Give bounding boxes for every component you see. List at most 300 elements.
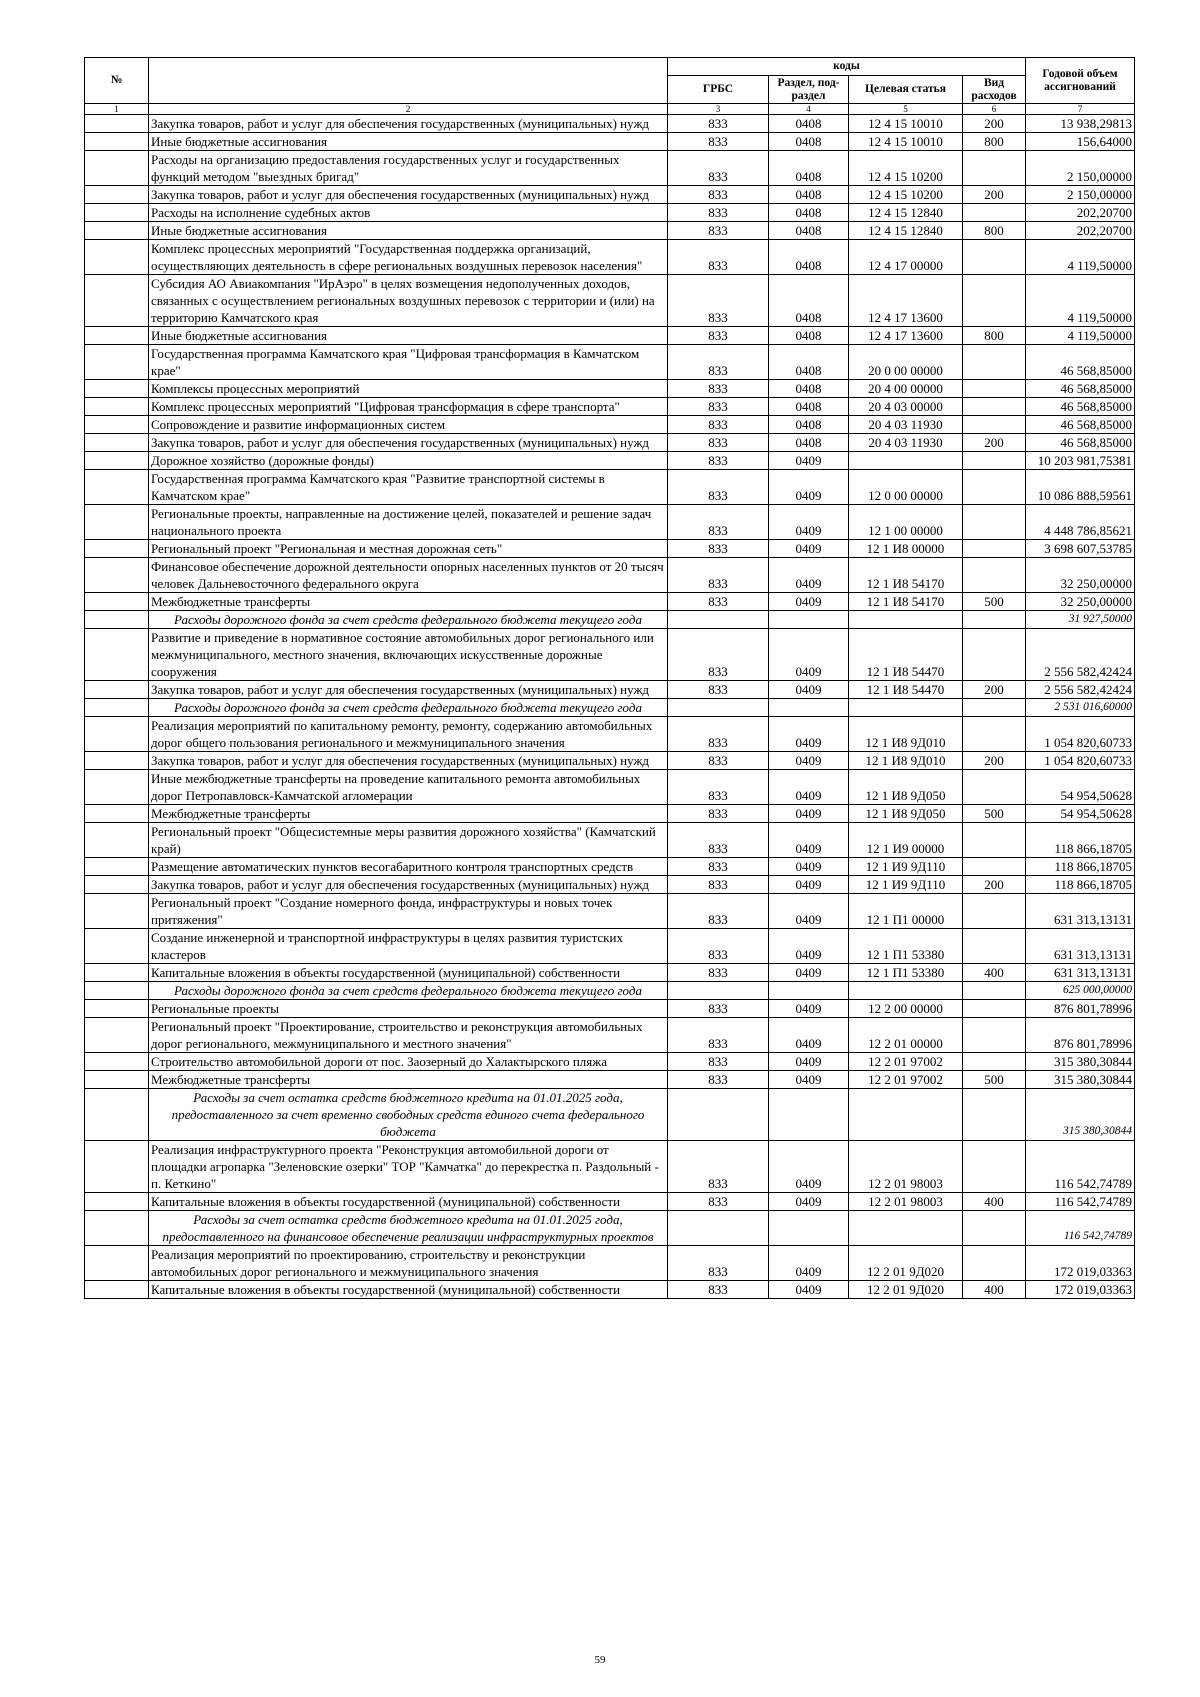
razdel-cell: 0409 bbox=[769, 805, 849, 823]
name-cell: Закупка товаров, работ и услуг для обеспечения государственных (муниципальных) нужд bbox=[149, 434, 668, 452]
table-row bbox=[85, 1281, 1135, 1299]
vid-cell: 200 bbox=[963, 876, 1026, 894]
row-number-cell bbox=[85, 470, 149, 505]
row-number-cell bbox=[85, 770, 149, 805]
table-row bbox=[85, 1018, 1135, 1053]
row-number-cell bbox=[85, 275, 149, 327]
table-row bbox=[85, 593, 1135, 611]
razdel-cell: 0408 bbox=[769, 222, 849, 240]
amount-cell: 315 380,30844 bbox=[1026, 1053, 1135, 1071]
budget-table-body bbox=[85, 115, 1135, 1299]
name-cell: Государственная программа Камчатского края "Развитие транспортной системы в Камчатском крае" bbox=[149, 470, 668, 505]
amount-cell: 2 556 582,42424 bbox=[1026, 681, 1135, 699]
vid-cell: 800 bbox=[963, 133, 1026, 151]
grbs-cell: 833 bbox=[668, 805, 769, 823]
row-number-cell bbox=[85, 858, 149, 876]
row-number-cell bbox=[85, 133, 149, 151]
name-cell: Комплекс процессных мероприятий "Цифровая трансформация в сфере транспорта" bbox=[149, 398, 668, 416]
amount-cell: 631 313,13131 bbox=[1026, 929, 1135, 964]
row-number-cell bbox=[85, 894, 149, 929]
col-number-cell: 7 bbox=[1026, 104, 1135, 115]
razdel-cell: 0409 bbox=[769, 1141, 849, 1193]
table-row bbox=[85, 752, 1135, 770]
article-cell: 12 1 И8 9Д010 bbox=[849, 752, 963, 770]
row-number-cell bbox=[85, 1281, 149, 1299]
razdel-cell: 0408 bbox=[769, 275, 849, 327]
name-cell: Закупка товаров, работ и услуг для обеспечения государственных (муниципальных) нужд bbox=[149, 681, 668, 699]
article-cell: 12 1 И8 9Д050 bbox=[849, 770, 963, 805]
grbs-cell: 833 bbox=[668, 717, 769, 752]
name-cell: Закупка товаров, работ и услуг для обеспечения государственных (муниципальных) нужд bbox=[149, 186, 668, 204]
amount-cell: 46 568,85000 bbox=[1026, 416, 1135, 434]
article-cell: 12 1 И8 54470 bbox=[849, 629, 963, 681]
name-cell: Государственная программа Камчатского края "Цифровая трансформация в Камчатском крае" bbox=[149, 345, 668, 380]
name-cell: Межбюджетные трансферты bbox=[149, 805, 668, 823]
razdel-cell: 0409 bbox=[769, 681, 849, 699]
article-cell: 12 2 01 98003 bbox=[849, 1193, 963, 1211]
amount-cell: 631 313,13131 bbox=[1026, 894, 1135, 929]
razdel-cell: 0409 bbox=[769, 1000, 849, 1018]
table-row bbox=[85, 222, 1135, 240]
razdel-cell: 0408 bbox=[769, 416, 849, 434]
razdel-cell: 0409 bbox=[769, 752, 849, 770]
article-cell: 12 1 И8 9Д050 bbox=[849, 805, 963, 823]
table-row bbox=[85, 876, 1135, 894]
razdel-cell: 0409 bbox=[769, 1053, 849, 1071]
grbs-cell: 833 bbox=[668, 770, 769, 805]
grbs-cell bbox=[668, 1211, 769, 1246]
row-number-cell bbox=[85, 345, 149, 380]
table-row bbox=[85, 133, 1135, 151]
name-cell: Иные межбюджетные трансферты на проведение капитального ремонта автомобильных дорог Петропавловск-Камчатской агломерации bbox=[149, 770, 668, 805]
table-row bbox=[85, 894, 1135, 929]
budget-table bbox=[84, 57, 1135, 1299]
grbs-cell: 833 bbox=[668, 1053, 769, 1071]
article-cell: 12 1 П1 53380 bbox=[849, 964, 963, 982]
row-number-cell bbox=[85, 240, 149, 275]
razdel-cell: 0409 bbox=[769, 1071, 849, 1089]
grbs-cell: 833 bbox=[668, 470, 769, 505]
vid-cell bbox=[963, 894, 1026, 929]
note-row bbox=[85, 611, 1135, 629]
name-cell: Финансовое обеспечение дорожной деятельности опорных населенных пунктов от 20 тысяч человек Дальневосточного федерального округа bbox=[149, 558, 668, 593]
grbs-cell: 833 bbox=[668, 964, 769, 982]
name-cell: Иные бюджетные ассигнования bbox=[149, 327, 668, 345]
row-number-cell bbox=[85, 398, 149, 416]
vid-cell: 200 bbox=[963, 681, 1026, 699]
razdel-cell: 0409 bbox=[769, 629, 849, 681]
grbs-cell: 833 bbox=[668, 398, 769, 416]
grbs-cell: 833 bbox=[668, 858, 769, 876]
vid-cell bbox=[963, 1000, 1026, 1018]
razdel-cell: 0409 bbox=[769, 1193, 849, 1211]
row-number-cell bbox=[85, 699, 149, 717]
table-row bbox=[85, 275, 1135, 327]
row-number-cell bbox=[85, 717, 149, 752]
table-row bbox=[85, 204, 1135, 222]
amount-cell: 2 531 016,60000 bbox=[1026, 699, 1135, 717]
row-number-cell bbox=[85, 1071, 149, 1089]
table-row bbox=[85, 1193, 1135, 1211]
article-cell: 12 4 15 10200 bbox=[849, 186, 963, 204]
grbs-cell: 833 bbox=[668, 629, 769, 681]
col-header-grbs: ГРБС bbox=[668, 76, 769, 104]
vid-cell bbox=[963, 1089, 1026, 1141]
vid-cell bbox=[963, 823, 1026, 858]
note-cell: Расходы дорожного фонда за счет средств федерального бюджета текущего года bbox=[149, 982, 668, 1000]
amount-cell: 54 954,50628 bbox=[1026, 805, 1135, 823]
amount-cell: 876 801,78996 bbox=[1026, 1000, 1135, 1018]
article-cell bbox=[849, 1211, 963, 1246]
row-number-cell bbox=[85, 151, 149, 186]
row-number-cell bbox=[85, 982, 149, 1000]
table-row bbox=[85, 434, 1135, 452]
razdel-cell: 0409 bbox=[769, 770, 849, 805]
col-number-cell: 1 bbox=[85, 104, 149, 115]
article-cell: 12 4 15 10200 bbox=[849, 151, 963, 186]
table-row bbox=[85, 964, 1135, 982]
amount-cell: 10 086 888,59561 bbox=[1026, 470, 1135, 505]
amount-cell: 46 568,85000 bbox=[1026, 398, 1135, 416]
article-cell: 12 4 17 00000 bbox=[849, 240, 963, 275]
amount-cell: 4 448 786,85621 bbox=[1026, 505, 1135, 540]
name-cell: Региональный проект "Региональная и местная дорожная сеть" bbox=[149, 540, 668, 558]
grbs-cell: 833 bbox=[668, 1246, 769, 1281]
razdel-cell: 0409 bbox=[769, 1018, 849, 1053]
article-cell: 12 4 15 10010 bbox=[849, 133, 963, 151]
razdel-cell: 0408 bbox=[769, 380, 849, 398]
col-header-number: № bbox=[85, 58, 149, 104]
name-cell: Иные бюджетные ассигнования bbox=[149, 222, 668, 240]
row-number-cell bbox=[85, 681, 149, 699]
name-cell: Закупка товаров, работ и услуг для обеспечения государственных (муниципальных) нужд bbox=[149, 876, 668, 894]
amount-cell: 46 568,85000 bbox=[1026, 380, 1135, 398]
vid-cell: 500 bbox=[963, 805, 1026, 823]
vid-cell: 500 bbox=[963, 1071, 1026, 1089]
grbs-cell bbox=[668, 1089, 769, 1141]
grbs-cell: 833 bbox=[668, 1193, 769, 1211]
row-number-cell bbox=[85, 823, 149, 858]
razdel-cell: 0408 bbox=[769, 151, 849, 186]
table-row bbox=[85, 629, 1135, 681]
grbs-cell: 833 bbox=[668, 876, 769, 894]
grbs-cell: 833 bbox=[668, 204, 769, 222]
grbs-cell: 833 bbox=[668, 1000, 769, 1018]
row-number-cell bbox=[85, 752, 149, 770]
table-row bbox=[85, 929, 1135, 964]
razdel-cell: 0409 bbox=[769, 929, 849, 964]
note-cell: Расходы дорожного фонда за счет средств федерального бюджета текущего года bbox=[149, 611, 668, 629]
row-number-cell bbox=[85, 1211, 149, 1246]
article-cell: 20 0 00 00000 bbox=[849, 345, 963, 380]
grbs-cell: 833 bbox=[668, 558, 769, 593]
grbs-cell: 833 bbox=[668, 275, 769, 327]
grbs-cell: 833 bbox=[668, 452, 769, 470]
col-number-cell: 6 bbox=[963, 104, 1026, 115]
grbs-cell bbox=[668, 611, 769, 629]
row-number-cell bbox=[85, 505, 149, 540]
vid-cell bbox=[963, 151, 1026, 186]
article-cell: 12 4 17 13600 bbox=[849, 275, 963, 327]
col-header-razdel: Раздел, под-раздел bbox=[769, 76, 849, 104]
vid-cell bbox=[963, 380, 1026, 398]
amount-cell: 1 054 820,60733 bbox=[1026, 717, 1135, 752]
article-cell: 12 1 И9 9Д110 bbox=[849, 876, 963, 894]
vid-cell bbox=[963, 240, 1026, 275]
name-cell: Реализация мероприятий по проектированию, строительству и реконструкции автомобильных дорог регионального и межмуниципального значения bbox=[149, 1246, 668, 1281]
table-row bbox=[85, 823, 1135, 858]
row-number-cell bbox=[85, 1141, 149, 1193]
name-cell: Реализация инфраструктурного проекта "Реконструкция автомобильной дороги от площадки агропарка "Зеленовские озерки" ТОР "Камчатка" до перекрестка п. Раздольный - п. Кеткино" bbox=[149, 1141, 668, 1193]
razdel-cell bbox=[769, 611, 849, 629]
razdel-cell: 0409 bbox=[769, 894, 849, 929]
razdel-cell: 0409 bbox=[769, 858, 849, 876]
grbs-cell: 833 bbox=[668, 327, 769, 345]
table-row bbox=[85, 540, 1135, 558]
article-cell: 12 4 15 12840 bbox=[849, 204, 963, 222]
name-cell: Комплекс процессных мероприятий "Государственная поддержка организаций, осуществляющих деятельность в сфере региональных воздушных перевозок населения" bbox=[149, 240, 668, 275]
row-number-cell bbox=[85, 434, 149, 452]
grbs-cell: 833 bbox=[668, 593, 769, 611]
table-row bbox=[85, 858, 1135, 876]
article-cell: 12 2 00 00000 bbox=[849, 1000, 963, 1018]
article-cell: 20 4 03 11930 bbox=[849, 416, 963, 434]
row-number-cell bbox=[85, 1089, 149, 1141]
article-cell: 12 1 И8 54170 bbox=[849, 593, 963, 611]
note-row bbox=[85, 1211, 1135, 1246]
amount-cell: 4 119,50000 bbox=[1026, 240, 1135, 275]
grbs-cell: 833 bbox=[668, 240, 769, 275]
amount-cell: 2 150,00000 bbox=[1026, 186, 1135, 204]
vid-cell bbox=[963, 275, 1026, 327]
name-cell: Региональный проект "Создание номерного фонда, инфраструктуры и новых точек притяжения" bbox=[149, 894, 668, 929]
name-cell: Субсидия АО Авиакомпания "ИрАэро" в целях возмещения недополученных доходов, связанных с осуществлением региональных воздушных перевозок с территории и (или) на территорию Камчатского края bbox=[149, 275, 668, 327]
article-cell bbox=[849, 699, 963, 717]
row-number-cell bbox=[85, 1246, 149, 1281]
amount-cell: 156,64000 bbox=[1026, 133, 1135, 151]
name-cell: Капитальные вложения в объекты государственной (муниципальной) собственности bbox=[149, 964, 668, 982]
amount-cell: 202,20700 bbox=[1026, 222, 1135, 240]
row-number-cell bbox=[85, 558, 149, 593]
grbs-cell: 833 bbox=[668, 1018, 769, 1053]
vid-cell: 400 bbox=[963, 1193, 1026, 1211]
row-number-cell bbox=[85, 611, 149, 629]
razdel-cell: 0409 bbox=[769, 470, 849, 505]
row-number-cell bbox=[85, 629, 149, 681]
col-number-cell: 4 bbox=[769, 104, 849, 115]
name-cell: Расходы на исполнение судебных актов bbox=[149, 204, 668, 222]
razdel-cell: 0408 bbox=[769, 434, 849, 452]
razdel-cell: 0409 bbox=[769, 558, 849, 593]
col-header-vid: Вид расходов bbox=[963, 76, 1026, 104]
name-cell: Региональный проект "Проектирование, строительство и реконструкция автомобильных дорог регионального, межмуниципального и местного значения" bbox=[149, 1018, 668, 1053]
article-cell bbox=[849, 1089, 963, 1141]
amount-cell: 116 542,74789 bbox=[1026, 1193, 1135, 1211]
razdel-cell bbox=[769, 1211, 849, 1246]
note-cell: Расходы за счет остатка средств бюджетного кредита на 01.01.2025 года, предоставленного за счет временно свободных средств единого счета федерального бюджета bbox=[149, 1089, 668, 1141]
name-cell: Региональные проекты bbox=[149, 1000, 668, 1018]
article-cell: 12 1 П1 53380 bbox=[849, 929, 963, 964]
article-cell: 12 2 01 97002 bbox=[849, 1071, 963, 1089]
amount-cell: 118 866,18705 bbox=[1026, 858, 1135, 876]
article-cell: 12 0 00 00000 bbox=[849, 470, 963, 505]
article-cell: 12 4 15 12840 bbox=[849, 222, 963, 240]
vid-cell bbox=[963, 558, 1026, 593]
amount-cell: 54 954,50628 bbox=[1026, 770, 1135, 805]
article-cell: 20 4 03 11930 bbox=[849, 434, 963, 452]
razdel-cell: 0408 bbox=[769, 186, 849, 204]
row-number-cell bbox=[85, 805, 149, 823]
row-number-cell bbox=[85, 1193, 149, 1211]
table-row bbox=[85, 398, 1135, 416]
razdel-cell: 0409 bbox=[769, 964, 849, 982]
col-header-name bbox=[149, 58, 668, 104]
table-row bbox=[85, 681, 1135, 699]
article-cell: 12 2 01 9Д020 bbox=[849, 1281, 963, 1299]
row-number-cell bbox=[85, 204, 149, 222]
name-cell: Региональные проекты, направленные на достижение целей, показателей и решение задач национального проекта bbox=[149, 505, 668, 540]
note-cell: Расходы за счет остатка средств бюджетного кредита на 01.01.2025 года, предоставленного на финансовое обеспечение реализации инфраструктурных проектов bbox=[149, 1211, 668, 1246]
name-cell: Капитальные вложения в объекты государственной (муниципальной) собственности bbox=[149, 1193, 668, 1211]
amount-cell: 31 927,50000 bbox=[1026, 611, 1135, 629]
vid-cell bbox=[963, 717, 1026, 752]
name-cell: Создание инженерной и транспортной инфраструктуры в целях развития туристских кластеров bbox=[149, 929, 668, 964]
name-cell: Межбюджетные трансферты bbox=[149, 1071, 668, 1089]
article-cell: 20 4 03 00000 bbox=[849, 398, 963, 416]
razdel-cell: 0409 bbox=[769, 593, 849, 611]
vid-cell: 200 bbox=[963, 752, 1026, 770]
article-cell: 12 1 И8 54470 bbox=[849, 681, 963, 699]
grbs-cell bbox=[668, 982, 769, 1000]
note-cell: Расходы дорожного фонда за счет средств федерального бюджета текущего года bbox=[149, 699, 668, 717]
vid-cell: 800 bbox=[963, 222, 1026, 240]
article-cell: 12 1 И8 9Д010 bbox=[849, 717, 963, 752]
article-cell: 12 2 01 98003 bbox=[849, 1141, 963, 1193]
row-number-cell bbox=[85, 416, 149, 434]
vid-cell: 200 bbox=[963, 434, 1026, 452]
table-row bbox=[85, 240, 1135, 275]
table-row bbox=[85, 558, 1135, 593]
grbs-cell: 833 bbox=[668, 115, 769, 133]
vid-cell: 800 bbox=[963, 327, 1026, 345]
row-number-cell bbox=[85, 593, 149, 611]
amount-cell: 202,20700 bbox=[1026, 204, 1135, 222]
article-cell bbox=[849, 982, 963, 1000]
grbs-cell: 833 bbox=[668, 434, 769, 452]
page-number: 59 bbox=[594, 1654, 606, 1666]
vid-cell bbox=[963, 398, 1026, 416]
amount-cell: 1 054 820,60733 bbox=[1026, 752, 1135, 770]
name-cell: Межбюджетные трансферты bbox=[149, 593, 668, 611]
amount-cell: 172 019,03363 bbox=[1026, 1281, 1135, 1299]
table-row bbox=[85, 1053, 1135, 1071]
table-row bbox=[85, 380, 1135, 398]
razdel-cell: 0408 bbox=[769, 240, 849, 275]
razdel-cell: 0409 bbox=[769, 1246, 849, 1281]
note-row bbox=[85, 982, 1135, 1000]
article-cell: 12 2 01 9Д020 bbox=[849, 1246, 963, 1281]
razdel-cell bbox=[769, 699, 849, 717]
amount-cell: 116 542,74789 bbox=[1026, 1141, 1135, 1193]
budget-table-wrapper bbox=[84, 57, 1134, 1299]
row-number-cell bbox=[85, 540, 149, 558]
col-header-codes: коды bbox=[668, 58, 1026, 76]
name-cell: Реализация мероприятий по капитальному ремонту, ремонту, содержанию автомобильных дорог общего пользования регионального и межмуниципального значения bbox=[149, 717, 668, 752]
col-number-cell: 5 bbox=[849, 104, 963, 115]
row-number-cell bbox=[85, 964, 149, 982]
table-row bbox=[85, 327, 1135, 345]
table-row bbox=[85, 416, 1135, 434]
row-number-cell bbox=[85, 380, 149, 398]
name-cell: Строительство автомобильной дороги от пос. Заозерный до Халактырского пляжа bbox=[149, 1053, 668, 1071]
vid-cell bbox=[963, 1053, 1026, 1071]
razdel-cell: 0408 bbox=[769, 398, 849, 416]
amount-cell: 116 542,74789 bbox=[1026, 1211, 1135, 1246]
amount-cell: 13 938,29813 bbox=[1026, 115, 1135, 133]
vid-cell bbox=[963, 982, 1026, 1000]
article-cell: 12 1 00 00000 bbox=[849, 505, 963, 540]
table-row bbox=[85, 717, 1135, 752]
name-cell: Капитальные вложения в объекты государственной (муниципальной) собственности bbox=[149, 1281, 668, 1299]
table-row bbox=[85, 805, 1135, 823]
razdel-cell: 0408 bbox=[769, 115, 849, 133]
name-cell: Региональный проект "Общесистемные меры развития дорожного хозяйства" (Камчатский край) bbox=[149, 823, 668, 858]
razdel-cell: 0409 bbox=[769, 452, 849, 470]
vid-cell bbox=[963, 929, 1026, 964]
row-number-cell bbox=[85, 876, 149, 894]
table-row bbox=[85, 115, 1135, 133]
table-row bbox=[85, 1141, 1135, 1193]
note-row bbox=[85, 1089, 1135, 1141]
row-number-cell bbox=[85, 327, 149, 345]
razdel-cell: 0409 bbox=[769, 717, 849, 752]
article-cell: 12 1 И9 00000 bbox=[849, 823, 963, 858]
article-cell bbox=[849, 611, 963, 629]
grbs-cell: 833 bbox=[668, 345, 769, 380]
vid-cell bbox=[963, 1018, 1026, 1053]
vid-cell bbox=[963, 858, 1026, 876]
amount-cell: 4 119,50000 bbox=[1026, 275, 1135, 327]
article-cell: 12 1 И8 54170 bbox=[849, 558, 963, 593]
amount-cell: 315 380,30844 bbox=[1026, 1089, 1135, 1141]
amount-cell: 32 250,00000 bbox=[1026, 593, 1135, 611]
razdel-cell: 0408 bbox=[769, 133, 849, 151]
name-cell: Закупка товаров, работ и услуг для обеспечения государственных (муниципальных) нужд bbox=[149, 115, 668, 133]
table-row bbox=[85, 452, 1135, 470]
grbs-cell bbox=[668, 699, 769, 717]
note-row bbox=[85, 699, 1135, 717]
amount-cell: 172 019,03363 bbox=[1026, 1246, 1135, 1281]
grbs-cell: 833 bbox=[668, 186, 769, 204]
vid-cell bbox=[963, 699, 1026, 717]
amount-cell: 118 866,18705 bbox=[1026, 823, 1135, 858]
vid-cell bbox=[963, 204, 1026, 222]
name-cell: Иные бюджетные ассигнования bbox=[149, 133, 668, 151]
col-header-article: Целевая статья bbox=[849, 76, 963, 104]
article-cell: 12 1 И8 00000 bbox=[849, 540, 963, 558]
row-number-cell bbox=[85, 1000, 149, 1018]
grbs-cell: 833 bbox=[668, 681, 769, 699]
col-number-cell: 2 bbox=[149, 104, 668, 115]
vid-cell: 200 bbox=[963, 186, 1026, 204]
row-number-cell bbox=[85, 929, 149, 964]
grbs-cell: 833 bbox=[668, 151, 769, 186]
vid-cell bbox=[963, 1141, 1026, 1193]
grbs-cell: 833 bbox=[668, 1281, 769, 1299]
table-row bbox=[85, 186, 1135, 204]
name-cell: Комплексы процессных мероприятий bbox=[149, 380, 668, 398]
grbs-cell: 833 bbox=[668, 1071, 769, 1089]
